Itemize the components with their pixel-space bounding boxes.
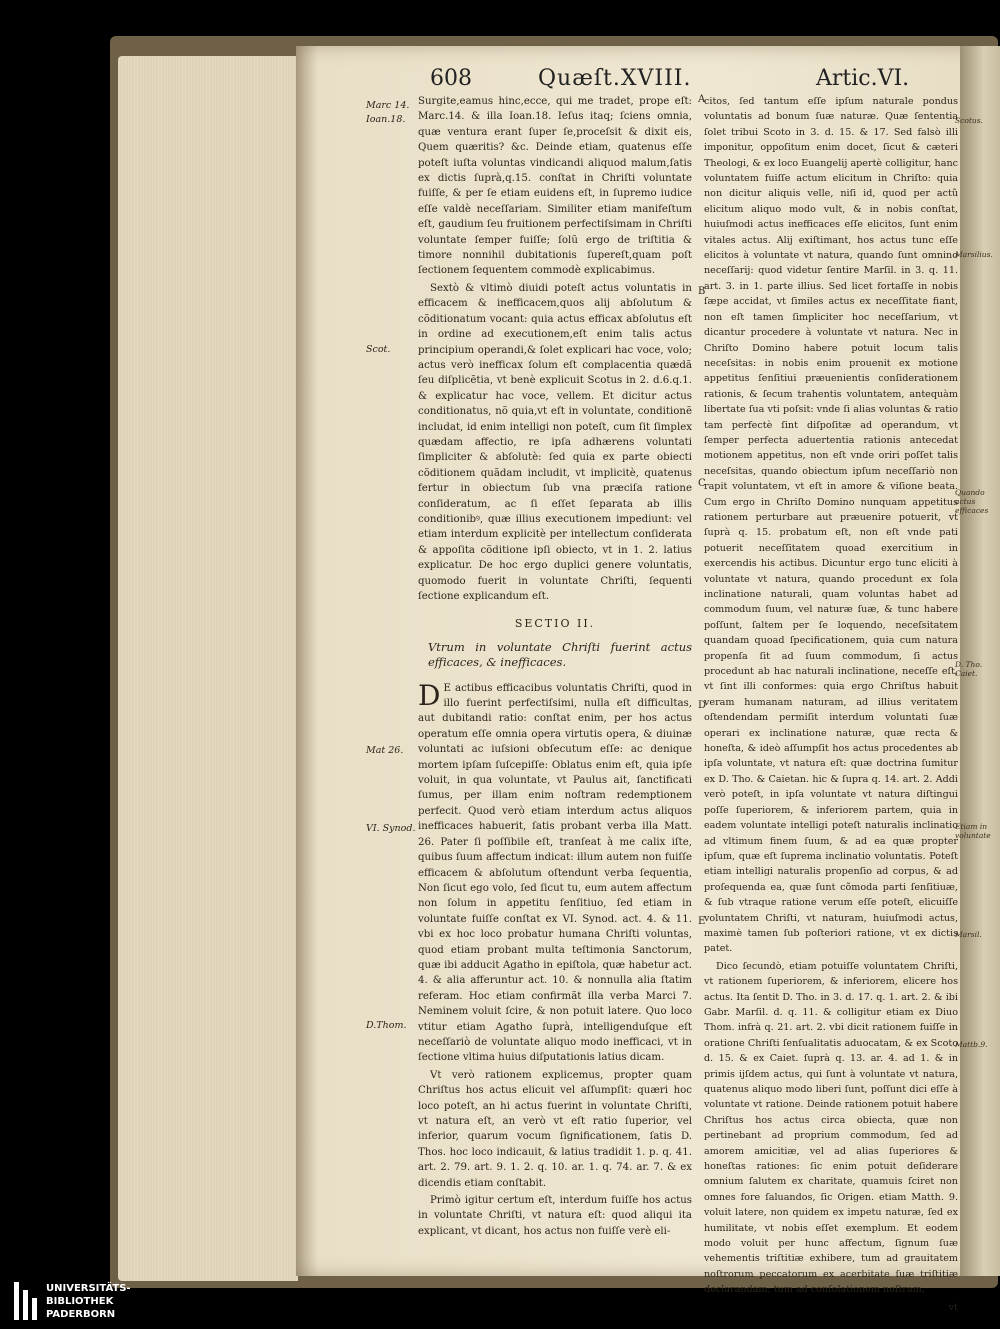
section-letter-b: B — [698, 286, 706, 297]
section-letter-a: A — [698, 94, 706, 105]
folio-number: 608 — [430, 66, 472, 91]
section-paragraph: Primò igitur certum eſt, interdum fuiſſe hos actus in voluntate Chriſti, vt natura eſt: quod aliqui ita explicant, vt dicant, hos actus non fuiſſe verè eli- — [418, 1195, 692, 1237]
margin-note-scot: Scot. — [366, 344, 391, 355]
margin-note-marc: Marc 14. — [366, 100, 410, 111]
section-paragraph: Vt verò rationem explicemus, propter quam Chriſtus hos actus elicuit vel aſſumpſit: quæri hoc loco poteſt, an hi actus fuerint in voluntate Chriſti, vt natura eſt, an verò vt eſt ratio ſuperior, vel inferior, quarum vocum ſignificationem, ſatis D. Thos. hoc loco indicauit, & latius tradidit 1. p. q. 41. art. 2. 79. art. 9. 1. 2. q. 10. ar. 1. q. 74. ar. 7. & ex dicendis etiam conſtabit. — [418, 1069, 692, 1189]
margin-right-scotus: Scotus. — [955, 116, 983, 125]
section-paragraph: D E actibus efficacibus voluntatis Chriſti, quod in illo fuerint perfectiſsimi, nulla eſt difficultas, aut dubitandi ratio: conſtat enim, per hos actus operatum eſſe omnia opera virtutis opera, & diuinæ voluntati ac iuſsioni obſecutum eſſe: ac denique mortem ipſam ſuſcepiſſe: Oblatus enim eſt, quia ipſe voluit, in qua voluntate, vt Paulus ait, ſanctificati ſumus, per illam enim noſtram redemptionem perfecit. Quod verò etiam interdum actus aliquos inefficaces habuerit, ſatis probant verba illa Matt. 26. Pater ſi poſſibile eſt, tranſeat à me calix iſte, quibus ſuum affectum indicat: illum autem non fuiſſe efficacem & abſolutum oſtendunt verba ſequentia, Non ſicut ego volo, ſed ſicut tu, eum autem affectum non ſolum in appetitu ſenſitiuo, ſed etiam in voluntate fuiſſe conſtat ex VI. Synod. act. 4. & 11. vbi ex hoc loco probatur humana Chriſti voluntas, quod etiam probant multa teſtimonia Sanctorum, quæ ibi adducit Agatho in epiſtola, quæ habetur act. 4. & alia afferuntur act. 10. & nonnulla alia ſtatim referam. Hoc etiam confirmãt illa verba Marci 7. Neminem voluit ſcire, & non potuit latere. Quo loco vtitur etiam Agatho ſuprà, intelligenduſque eſt neceſſariò de voluntate aliquo modo inefficaci, vt in ſectione vltima huius diſputationis latius dicam. — [418, 678, 692, 1064]
left-paragraph: Sextò & vltimò diuidi poteſt actus voluntatis in efficacem & inefficacem,quos alij abſolutum & cõditionatum vocant: quia actus efficax abſolutus eſt in ordine ad executionem,eſt enim talis actus principium operandi,& ſolet explicari hac voce, volo; actus verò inefficax ſolum eſt complacentia quædã ſeu diſplicẽtia, vt benè explicuit Scotus in 2. d.6.q.1. & explicatur hac voce, vellem. Et dicitur actus conditionatus, nõ quia,vt eſt in voluntate, conditionẽ includat, id enim intelligi non poteſt, cum ſit ſimplex quædam affectio, re ipſa adhærens voluntati ſimpliciter & abſolutè: ſed quia ex parte obiecti cõditionem quãdam includit, vt implicitè, quatenus fertur in obiectum ſub vna præciſa ratione conſideratum, ac ſi eſſet ſeparata ab illis conditionibꝰ, quæ illius executionem impediunt: vel etiam interdum explicitè per intellectum conſiderata & appoſita cõditione ipſi obiecto, vt in 1. 2. latius explicatur. De hoc ergo duplici genere voluntatis, quomodo fuerit in voluntate Chriſti, ſequenti ſectione explicandum eſt. — [418, 282, 692, 602]
margin-right-dtho: D. Tho. Caiet. — [955, 660, 983, 678]
margin-note-dthom: D.Thom. — [366, 1020, 407, 1031]
library-line-1: UNIVERSITÄTS- — [46, 1283, 131, 1294]
right-paragraph: Dico ſecundò, etiam potuiſſe voluntatem Chriſti, vt rationem ſuperiorem, & inferiorem, elicere hos actus. Ita ſentit D. Tho. in 3. d. 17. q. 1. art. 2. & ibi Gabr. Marſil. d. q. 11. & colligitur etiam ex Diuo Thom. infrà q. 21. art. 2. vbi dicit rationem fuiſſe in oratione Chriſti ſenſualitatis aduocatam, & ex Scoto d. 15. & ex Caiet. ſuprà q. 13. ar. 4. ad 1. & in primis ijſdem actus, qui ſunt à voluntate vt natura, quatenus aliquo modo liberi ſunt, poſſunt dici eſſe à voluntate vt ratione. Deinde rationem potuit habere Chriſtus hos actus circa obiecta, quæ non pertinebant ad proprium commodum, ſed ad amorem amicitiæ, vel ad alias ſuperiores & honeſtas rationes: ſic enim potuit deſiderare omnium ſalutem ex charitate, quamuis ſciret non omnes fore ſaluandos, ſic Origen. etiam Matth. 9. voluit latere, non quidem ex impetu naturæ, ſed ex humilitate, vt nobis eſſet exemplum. Et eodem modo voluit per hunc affectum, ſignum ſuæ vehementis triſtitiæ exhibere, tum ad grauitatem noſtrorum peccatorum ex acerbitate ſuæ triſtitiæ declarandam; tum ad conſolationem noſtram, — [704, 960, 958, 1296]
margin-right-matth: Mattb.9. — [955, 1040, 988, 1049]
margin-right-quando: Quando actus efficaces — [955, 488, 989, 515]
right-column — [704, 94, 958, 1317]
section-letter-c: C — [698, 478, 706, 489]
section-letter-d: D — [698, 700, 707, 711]
section-letter-e: E — [698, 916, 706, 927]
question-heading: Quæſt.XVIII. — [538, 66, 692, 91]
left-paragraph: Surgite,eamus hinc,ecce, qui me tradet, prope eſt: Marc.14. & illa Ioan.18. Ieſus itaq; ſciens omnia, quæ ventura erant ſuper ſe,proceſsit & dixit eis, Quem quæritis? &c. Deinde etiam, quatenus eſſe poteſt iuſta voluntas vindicandi aliquod malum,ſatis ex dictis ſuprà,q.15. conſtat in Chriſti voluntate fuiſſe, & per ſe etiam euidens eſt, in ſupremo iudice eſſe valdè neceſſariam. Similiter etiam manifeſtum eſt, gaudium ſeu fruitionem perfectiſsimam in Chriſti voluntate ſemper fuiſſe; ſolũ ergo de triſtitia & timore nonnihil dubitationis ſupereſt,quam poſt ſectionem ſequentem commodè explicabimus. — [418, 96, 692, 277]
left-column — [418, 94, 692, 1241]
library-line-3: PADERBORN — [46, 1309, 116, 1320]
catchword: vt — [948, 1301, 958, 1313]
library-logo-icon — [14, 1282, 38, 1320]
drop-capital: D — [418, 678, 441, 712]
margin-note-synod: VI. Synod. — [366, 823, 416, 834]
library-logo-text — [46, 1282, 131, 1321]
section-title: Vtrum in voluntate Chriſti fuerint actus efficaces, & inefficaces. — [428, 639, 692, 670]
margin-right-marsil2: Marsil. — [955, 930, 982, 939]
margin-right-marsil: Marsilius. — [955, 250, 993, 259]
article-heading: Artic.VI. — [816, 66, 910, 91]
margin-note-mat: Mat 26. — [366, 745, 404, 756]
margin-note-ioan: Ioan.18. — [366, 114, 406, 125]
page-edges — [118, 56, 298, 1281]
library-line-2: BIBLIOTHEK — [46, 1296, 114, 1307]
section-heading: SECTIO II. — [514, 617, 596, 631]
margin-right-etiam: Etiam in voluntate — [955, 822, 991, 840]
right-paragraph: citos, ſed tantum eſſe ipſum naturale pondus voluntatis ad bonum ſuæ naturæ. Quæ ſententia ſolet tribui Scoto in 3. d. 15. & 17. Sed falsò illi imponitur, oppoſitum enim docet, ſicut & cæteri Theologi, & ex loco Euangelij apertè colligitur, hanc voluntatem fuiſſe actum elicitum in Chriſto: quia non dicitur aliquis velle, niſi id, quod per actũ elicitum aliquo modo vult, & in nobis conſtat, huiuſmodi actus inefficaces eſſe elicitos, ſunt enim vitales actus. Alij exiſtimant, hos actus tunc eſſe elicitos à voluntate vt natura, quando ſunt omnino neceſſarij: quod videtur ſentire Marſil. in 3. q. 11. art. 3. in 1. parte illius. Sed licet fortaſſe in nobis ſæpe accidat, vt ſimiles actus ex neceſſitate fiant, non eſt tamen ſimpliciter hoc neceſſarium, vt dicantur procedere à voluntate vt natura. Nec in Chriſto Domino habere potuit locum talis neceſsitas: in nobis enim prouenit ex motione appetitus ſenſitiui præuenientis conſiderationem rationis, & ſecum trahentis voluntatem, antequàm libertate ſua vti poſsit: vnde ſi alias voluntas & ratio tam perfectè ſint diſpoſitæ ad operandum, vt ſemper perfecta aduertentia rationis antecedat motionem appetitus, non eſt vnde oriri poſſet talis neceſsitas, quando obiectum ipſum neceſſariò non rapit voluntatem, vt eſt in amore & viſione beata. Cum ergo in Chriſto Domino nunquam appetitus rationem perturbare aut præuenire potuerit, vt ſuprà q. 15. probatum eſt, non eſt vnde pati potuerit neceſſitatem quoad exercitium in exercendis his actibus. Dicuntur ergo tunc eliciti à voluntate vt natura, quando procedunt ex ſola inclinatione naturali, quam voluntas habet ad commodum ſuum, vel naturæ ſuæ, & tunc habere poſſunt, ſaltem per ſe loquendo, neceſsitatem quandam quoad ſpecificationem, quia cum natura propenſa ſit ad ſuum commodum, ſi actus procedunt ab hac naturali inclinatione, neceſſe eſt, vt ſint illi conformes: quia ergo Chriſtus habuit veram humanam naturam, ad illius veritatem oſtendendam permiſit interdum voluntati ſuæ operari ex inclinatione naturæ, quæ recta & honeſta, & ideò aſſumpſit hos actus procedentes ab ipſa voluntate, vt natura eſt: quæ doctrina ſumitur ex D. Tho. & Caietan. hic & ſupra q. 14. art. 2. Addi verò poteſt, in ipſa voluntate vt natura diſtingui poſſe ſuperiorem, & inferiorem partem, quia in eadem voluntate intelligi poteſt naturalis inclinatio ad vltimum finem ſuum, & ad ea quæ propter ipſum, quæ eſt ſuprema inclinatio voluntatis. Poteſt etiam intelligi naturalis propenſio ad corpus, & ad proſequenda ea, quæ ſunt cõmoda parti ſenſitiuæ, & ſub vtraque ratione verum eſſe poteſt, elicuiſſe voluntatem Chriſti, vt naturam, huiuſmodi actus, maximè tamen ſub poſteriori ratione, vt ex dictis patet. — [704, 96, 958, 955]
